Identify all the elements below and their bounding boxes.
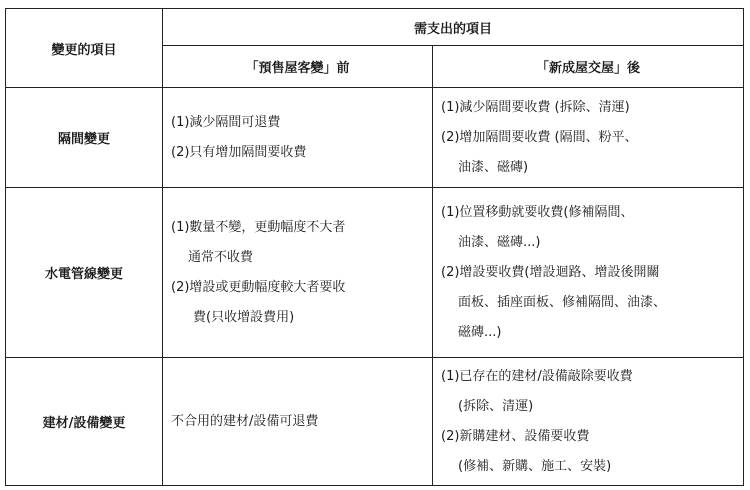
table-row — [6, 88, 744, 188]
row-label-partition: 隔間變更 — [6, 88, 163, 188]
cell-line: 費(只收增設費用) — [193, 309, 295, 325]
table-row — [6, 188, 744, 358]
cell-before-plumbing — [163, 188, 433, 358]
header-change-item: 變更的項目 — [6, 9, 163, 88]
cell-line: (1)已存在的建材/設備敲除要收費 — [441, 368, 633, 384]
cell-line: (1)位置移動就要收費(修補隔間、 — [441, 204, 634, 220]
row-label-materials: 建材/設備變更 — [6, 358, 163, 486]
cell-before-materials — [163, 358, 433, 486]
header-row-top — [6, 9, 744, 46]
row-label-plumbing: 水電管線變更 — [6, 188, 163, 358]
cell-line: (2)只有增加隔間要收費 — [171, 144, 307, 160]
header-before-presale: 「預售屋客變」前 — [163, 46, 433, 88]
cell-line: (拆除、清運) — [458, 398, 534, 414]
cell-line: 通常不收費 — [188, 249, 254, 265]
cell-line: (修補、新購、施工、安裝) — [458, 458, 612, 474]
cell-line: 磁磚...) — [458, 324, 502, 340]
cell-line: (1)減少隔間可退費 — [171, 114, 281, 130]
cell-after-plumbing — [433, 188, 744, 358]
header-expense-group: 需支出的項目 — [163, 9, 744, 46]
header-after-handover: 「新成屋交屋」後 — [433, 46, 744, 88]
comparison-table — [5, 8, 744, 486]
cell-line: (2)增加隔間要收費 (隔間、粉平、 — [441, 129, 638, 145]
table-row — [6, 358, 744, 486]
cell-before-partition — [163, 88, 433, 188]
cell-line: 面板、插座面板、修補隔間、油漆、 — [458, 294, 667, 310]
cell-line: 不合用的建材/設備可退費 — [171, 413, 319, 429]
cell-line: (2)新購建材、設備要收費 — [441, 428, 590, 444]
cell-after-partition — [433, 88, 744, 188]
cell-line: (2)增設或更動幅度較大者要收 — [171, 279, 346, 295]
cell-after-materials — [433, 358, 744, 486]
cell-line: 油漆、磁磚) — [458, 159, 529, 175]
cell-line: (1)減少隔間要收費 (拆除、清運) — [441, 99, 630, 115]
cell-line: (1)數量不變，更動幅度不大者 — [171, 219, 346, 235]
cell-line: (2)增設要收費(增設迴路、增設後開關 — [441, 264, 660, 280]
cell-line: 油漆、磁磚...) — [458, 234, 541, 250]
